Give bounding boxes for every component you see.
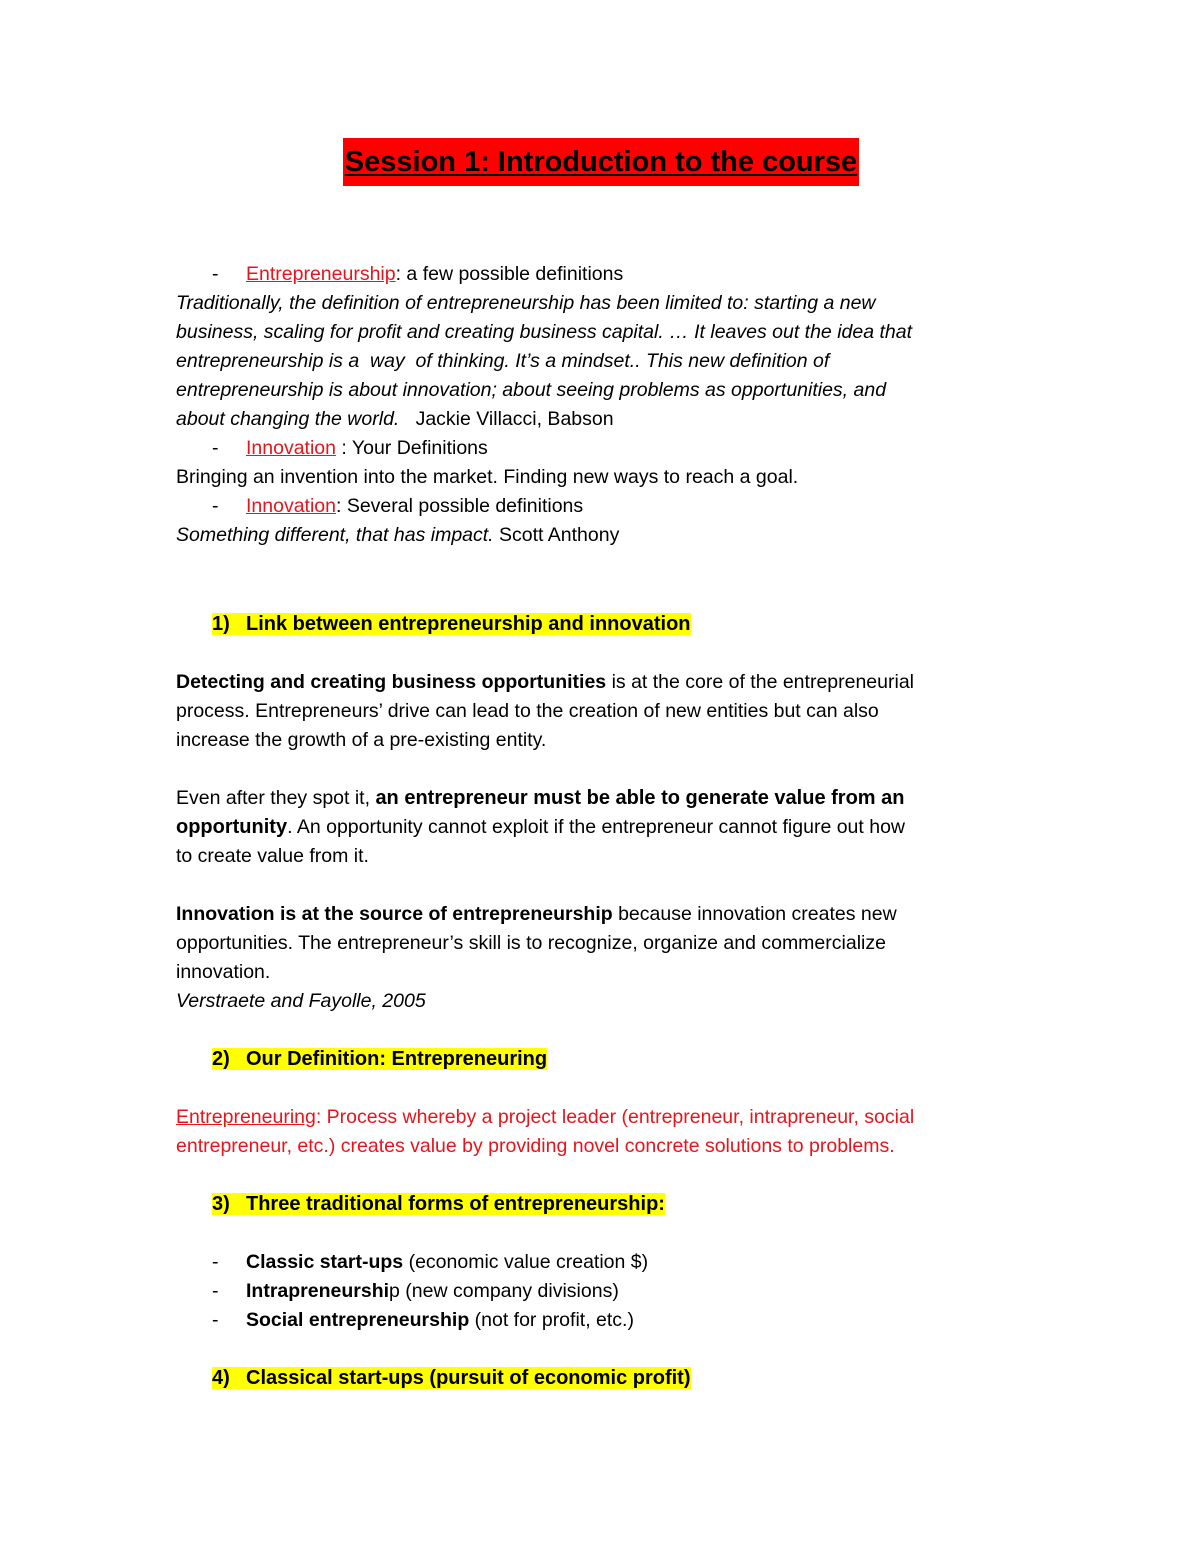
text-line: opportunities. The entrepreneur’s skill is to recognize, organize and commercialize: [176, 932, 886, 954]
page-title: Session 1: Introduction to the course: [343, 138, 859, 186]
form-name: Intrapreneurshi: [246, 1280, 390, 1302]
bullet-dash: -: [212, 1280, 219, 1302]
anthony-quote-line: [176, 521, 1026, 550]
list-item: [176, 1248, 1026, 1277]
citation: Verstraete and Fayolle, 2005: [176, 990, 426, 1012]
document-page: [176, 138, 1026, 1393]
list-item: [176, 1306, 1026, 1335]
text-line: increase the growth of a pre-existing entity.: [176, 729, 547, 751]
section-1-heading: [176, 610, 1026, 639]
section-title: Classical start-ups (pursuit of economic profit): [246, 1367, 691, 1389]
spacer: [176, 1335, 1026, 1364]
section-heading-highlight: [212, 1048, 547, 1070]
section-number: 3): [212, 1193, 230, 1215]
section-heading-highlight: [212, 613, 691, 635]
bold-phrase: Detecting and creating business opportunities: [176, 671, 607, 693]
your-definition-text: Bringing an invention into the market. Finding new ways to reach a goal.: [176, 466, 799, 488]
text-line: entrepreneur, etc.) creates value by providing novel concrete solutions to problems.: [176, 1135, 895, 1157]
section-heading-highlight: [212, 1193, 665, 1215]
innovation-term: Innovation: [246, 437, 336, 459]
section-heading-highlight: [212, 1367, 691, 1389]
form-detail: (not for profit, etc.): [469, 1309, 634, 1331]
section-title: Our Definition: Entrepreneuring: [246, 1048, 548, 1070]
form-name: Classic start-ups: [246, 1251, 404, 1273]
form-detail: p (new company divisions): [389, 1280, 619, 1302]
entrepreneurship-bullet: [176, 260, 1026, 289]
spacer: [176, 579, 1026, 610]
quote-last-line: [176, 405, 1026, 434]
section-1-paragraph-1: [176, 668, 1026, 755]
section-number: 2): [212, 1048, 230, 1070]
section-1-paragraph-2: [176, 784, 1026, 871]
section-1-paragraph-3: [176, 900, 1026, 1016]
section-title: Link between entrepreneurship and innovation: [246, 613, 691, 635]
anthony-author: Scott Anthony: [493, 524, 620, 546]
quote-last-italic: about changing the world.: [176, 408, 400, 430]
bullet-dash: -: [212, 263, 219, 285]
spacer: [176, 1016, 1026, 1045]
text-run: is at the core of the entrepreneurial: [606, 671, 915, 693]
text-run: Even after they spot it,: [176, 787, 376, 809]
title-wrapper: [176, 138, 1026, 186]
spacer: [176, 871, 1026, 900]
section-number: 4): [212, 1367, 230, 1389]
entrepreneuring-definition: [176, 1103, 1026, 1161]
bullet-dash: -: [212, 1251, 219, 1273]
list-item: [176, 1277, 1026, 1306]
bullet-dash: -: [212, 437, 219, 459]
spacer: [176, 1219, 1026, 1248]
anthony-quote: Something different, that has impact.: [176, 524, 494, 546]
text-run: : Process whereby a project leader (entrepreneur, intrapreneur, social: [315, 1106, 915, 1128]
section-3-heading: [176, 1190, 1026, 1219]
innovation-your-definitions-bullet: [176, 434, 1026, 463]
text-line: to create value from it.: [176, 845, 369, 867]
entrepreneurship-term: Entrepreneurship: [246, 263, 396, 285]
section-4-heading: [176, 1364, 1026, 1393]
bold-phrase: opportunity: [176, 816, 288, 838]
section-number: 1): [212, 613, 230, 635]
quote-line: Traditionally, the definition of entrepreneurship has been limited to: starting a new: [176, 292, 876, 314]
spacer: [176, 1161, 1026, 1190]
section-title: Three traditional forms of entrepreneurship:: [246, 1193, 665, 1215]
quote-line: entrepreneurship is about innovation; about seeing problems as opportunities, and: [176, 379, 887, 401]
bullet-dash: -: [212, 495, 219, 517]
quote-line: business, scaling for profit and creating business capital. … It leaves out the idea that: [176, 321, 913, 343]
text-run: . An opportunity cannot exploit if the entrepreneur cannot figure out how: [287, 816, 905, 838]
form-detail: (economic value creation $): [403, 1251, 649, 1273]
innovation-term: Innovation: [246, 495, 336, 517]
spacer: [176, 1074, 1026, 1103]
text-run: because innovation creates new: [612, 903, 897, 925]
bullet-dash: -: [212, 1309, 219, 1331]
spacer: [176, 639, 1026, 668]
text-line: process. Entrepreneurs’ drive can lead to the creation of new entities but can also: [176, 700, 879, 722]
entrepreneurship-suffix: : a few possible definitions: [395, 263, 624, 285]
innovation-several-definitions-bullet: [176, 492, 1026, 521]
spacer: [176, 755, 1026, 784]
text-line: innovation.: [176, 961, 271, 983]
section-2-heading: [176, 1045, 1026, 1074]
quote-author: Jackie Villacci, Babson: [399, 408, 614, 430]
innovation-suffix: : Your Definitions: [336, 437, 488, 459]
spacer: [176, 550, 1026, 579]
innovation-suffix: : Several possible definitions: [336, 495, 584, 517]
entrepreneuring-term: Entrepreneuring: [176, 1106, 316, 1128]
form-name: Social entrepreneurship: [246, 1309, 470, 1331]
bold-phrase: an entrepreneur must be able to generate value from an: [375, 787, 905, 809]
quote-line: entrepreneurship is a way of thinking. It’s a mindset.. This new definition of: [176, 350, 830, 372]
bold-phrase: Innovation is at the source of entrepreneurship: [176, 903, 613, 925]
